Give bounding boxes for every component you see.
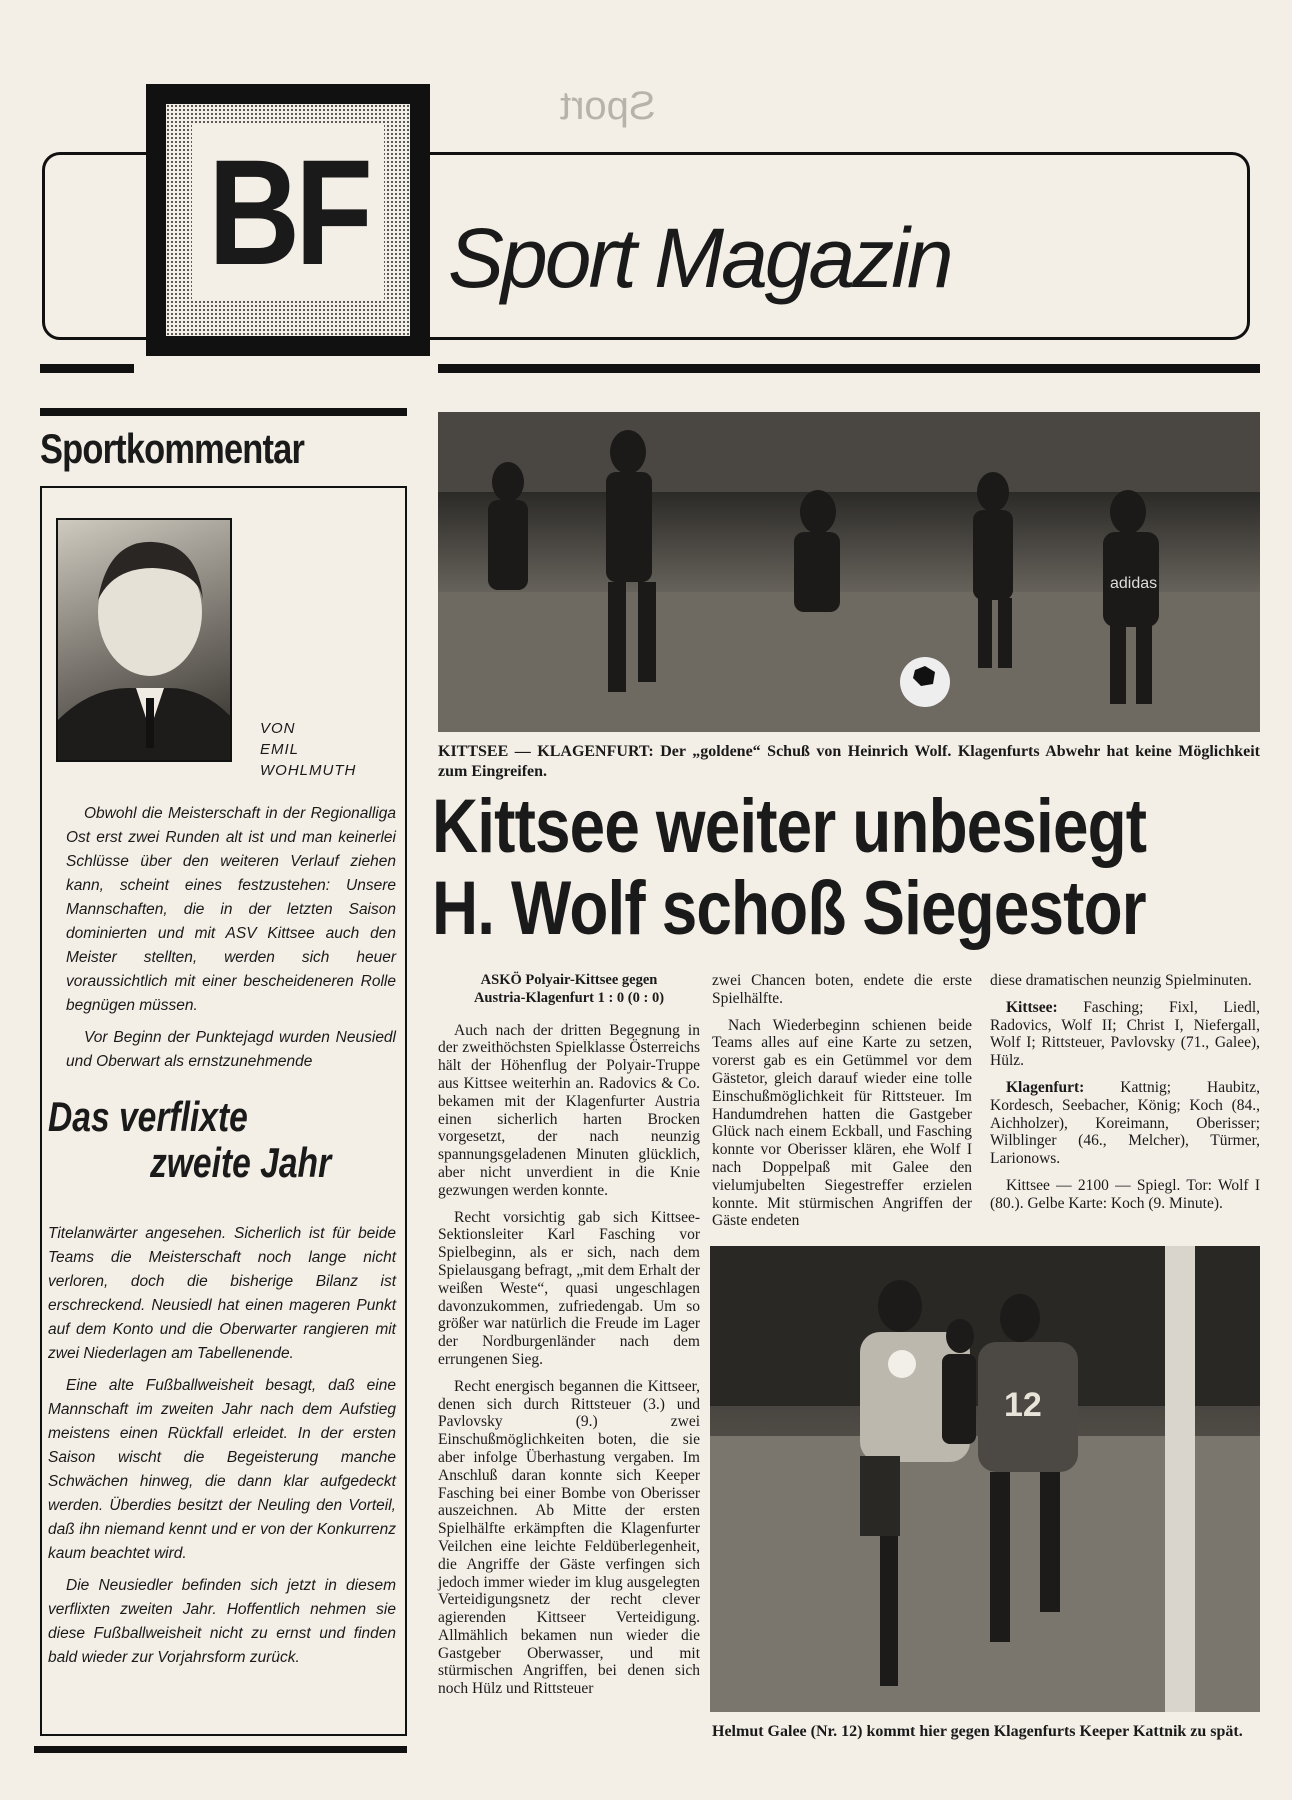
lineup-klagenfurt — [990, 1079, 1260, 1168]
author-byline — [260, 718, 356, 781]
byline-lastname: WOHLMUTH — [260, 762, 357, 779]
lineup-kittsee-label: Kittsee: — [1006, 998, 1058, 1016]
photo-caption-text: Der „goldene“ Schuß von Heinrich Wolf. Klagenfurts Abwehr hat keine Möglichkeit zum Eingreifen. — [438, 743, 1260, 780]
article-paragraph: zwei Chancen boten, endete die erste Spielhälfte. — [712, 972, 972, 1007]
author-photo — [56, 518, 232, 762]
headline — [432, 784, 1147, 951]
commentary-paragraph: Titelanwärter angesehen. Sicherlich ist für beide Teams die Meisterschaft noch lange nicht verloren, doch die bisherige Bilanz ist erschreckend. Neusiedl hat einen mageren Punkt auf dem Konto und die Oberwarter rangieren mit zwei Niederlagen am Tabellenende. — [48, 1225, 396, 1362]
rule-right — [438, 364, 1260, 373]
commentary-paragraph: Die Neusiedler befinden sich jetzt in diesem verflixten zweiten Jahr. Hoffentlich nehmen sie diese Fußballweisheit nicht zu ernst und finden bald wieder zur Vorjahrsform zurück. — [48, 1577, 396, 1666]
commentary-bottom — [48, 1222, 396, 1670]
match-stats: Kittsee — 2100 — Spiegl. Tor: Wolf I (80.). Gelbe Karte: Koch (9. Minute). — [990, 1176, 1260, 1212]
bottom-rule — [34, 1746, 407, 1753]
second-photo-image — [710, 1246, 1260, 1712]
photo-caption-lead: KITTSEE — KLAGENFURT: — [438, 743, 654, 760]
article-column-2 — [712, 972, 972, 1230]
article-paragraph: Recht vorsichtig gab sich Kittsee-Sektionsleiter Karl Fasching vor Spielbeginn, als er sich, nach dem Spielausgang befragt, „mit dem Erhalt der weißen Weste“, quasi ungeschlagen davonzukommen, zufriedengab. Um so größer war natürlich die Freude im Lager der Nordburgenländer nach dem errungenen Sieg. — [438, 1208, 700, 1368]
commentary-paragraph: Vor Beginn der Punktejagd wurden Neusiedl und Oberwart als ernstzunehmende — [66, 1029, 396, 1070]
article-column-3 — [990, 972, 1260, 1213]
section-rule — [40, 408, 407, 416]
commentary-paragraph: Eine alte Fußballweisheit besagt, daß eine Mannschaft im zweiten Jahr nach dem Aufstieg meistens einen Rückfall erleidet. In der ersten Saison wischt die Begeisterung manche Schwächen hinweg, die dann klar aufgedeckt werden. Überdies besitzt der Neuling den Vorteil, daß ihn niemand kennt und er von der Konkurrenz kaum beachtet wird. — [48, 1377, 396, 1562]
match-line-1: ASKÖ Polyair-Kittsee gegen — [480, 972, 658, 988]
article-column-1 — [438, 972, 700, 1698]
article-paragraph: Recht energisch begannen die Kittseer, denen sich durch Rittsteuer (3.) und Pavlovsky (9.) zwei Einschußmöglichkeiten boten, die sie aber infolge Überhastung vergaben. Im Anschluß daran konnte sich Keeper Fasching bei einer Bombe von Oberisser auszeichnen. Ab Mitte der ersten Spielhälfte erkämpften die Klagenfurter Veilchen eine leichte Feldüberlegenheit, die Angriffe der Gäste verfingen sich jedoch immer wieder im klug ausgelegten Verteidigungsnetz der recht clever agierenden Kittseer Verteidigung. Allmählich bekamen nun wieder die Gastgeber Oberwasser, und mit stürmischen Angriffen, bei denen sich noch Hülz und Rittsteuer — [438, 1377, 700, 1698]
section-title: Sportkommentar — [40, 425, 305, 472]
byline-firstname: EMIL — [260, 741, 300, 758]
second-photo — [710, 1246, 1260, 1712]
lineup-klagenfurt-players: Kattnig; Haubitz, Kordesch, Seebacher, König; Koch (84., Aichholzer), Koreimann, Oberisser; Wilblinger (46., Melcher), Türmer, Larionows. — [990, 1078, 1260, 1168]
subheadline-line-2: zweite Jahr — [150, 1139, 332, 1186]
commentary-paragraph: Obwohl die Meisterschaft in der Regionalliga Ost erst zwei Runden alt ist und man keinerlei Schlüsse über den weiteren Verlauf ziehen kann, scheint eines festzustehen: Unsere Mannschaften, die in der letzten Saison dominierten und mit ASV Kittsee auch den Meister stellten, werden sich heuer voraussichtlich mit einer bescheideneren Rolle begnügen müssen. — [66, 805, 396, 1014]
match-line-2: Austria-Klagenfurt 1 : 0 (0 : 0) — [473, 989, 665, 1006]
bleed-through-text: Sport — [560, 84, 656, 128]
logo-text: BF — [208, 128, 368, 296]
lineup-kittsee — [990, 999, 1260, 1070]
article-paragraph: Auch nach der dritten Begegnung in der zweithöchsten Spielklasse Österreichs hält der Höhenflug der Polyair-Truppe aus Kittsee weiterhin an. Radovics & Co. bekamen mit der Klagenfurter Austria einen sicherlich harten Brocken vorgesetzt, der nach neunzig spannungsgeladenen Minuten glücklich, aber nicht unverdient in die Knie gezwungen werden konnte. — [438, 1021, 700, 1199]
author-portrait-image — [58, 520, 232, 762]
article-paragraph: Nach Wiederbeginn schienen beide Teams alles auf eine Karte zu setzen, vorerst gab es ein Getümmel vor dem Gästetor, gleich darauf wieder eine tolle Einschußmöglichkeit für Rittsteuer. Im Handumdrehen hatten die Gastgeber Glück nach einem Eckball, und Fasching konnte vor Oberisser klären, ehe Wolf I nach Doppelpaß mit Galee den vielumjubelten Siegestreffer erzielen konnte. Mit stürmischen Angriffen der Gäste endeten — [712, 1016, 972, 1230]
logo — [192, 124, 384, 300]
byline-von: VON — [260, 720, 296, 737]
shirt-text: adidas — [1110, 575, 1158, 592]
subheadline-line-1: Das verflixte — [48, 1093, 248, 1140]
photo-caption — [438, 742, 1260, 782]
rule-left — [40, 364, 134, 373]
headline-line-1: Kittsee weiter unbesiegt — [432, 784, 1147, 869]
article-paragraph: diese dramatischen neunzig Spielminuten. — [990, 972, 1252, 989]
match-photo-image — [438, 412, 1260, 732]
lineup-kittsee-players: Fasching; Fixl, Liedl, Radovics, Wolf II; Christ I, Niefergall, Wolf I; Rittsteuer, Pavlovsky (71., Galee), Hülz. — [990, 998, 1260, 1070]
magazine-title: Sport Magazin — [448, 211, 951, 305]
headline-line-2: H. Wolf schoß Siegestor — [432, 866, 1146, 951]
lineup-klagenfurt-label: Klagenfurt: — [1006, 1078, 1085, 1096]
second-photo-caption: Helmut Galee (Nr. 12) kommt hier gegen Klagenfurts Keeper Kattnik zu spät. — [712, 1723, 1243, 1740]
jersey-number: 12 — [1004, 1386, 1042, 1424]
match-photo — [438, 412, 1260, 732]
commentary-top — [66, 802, 396, 1074]
